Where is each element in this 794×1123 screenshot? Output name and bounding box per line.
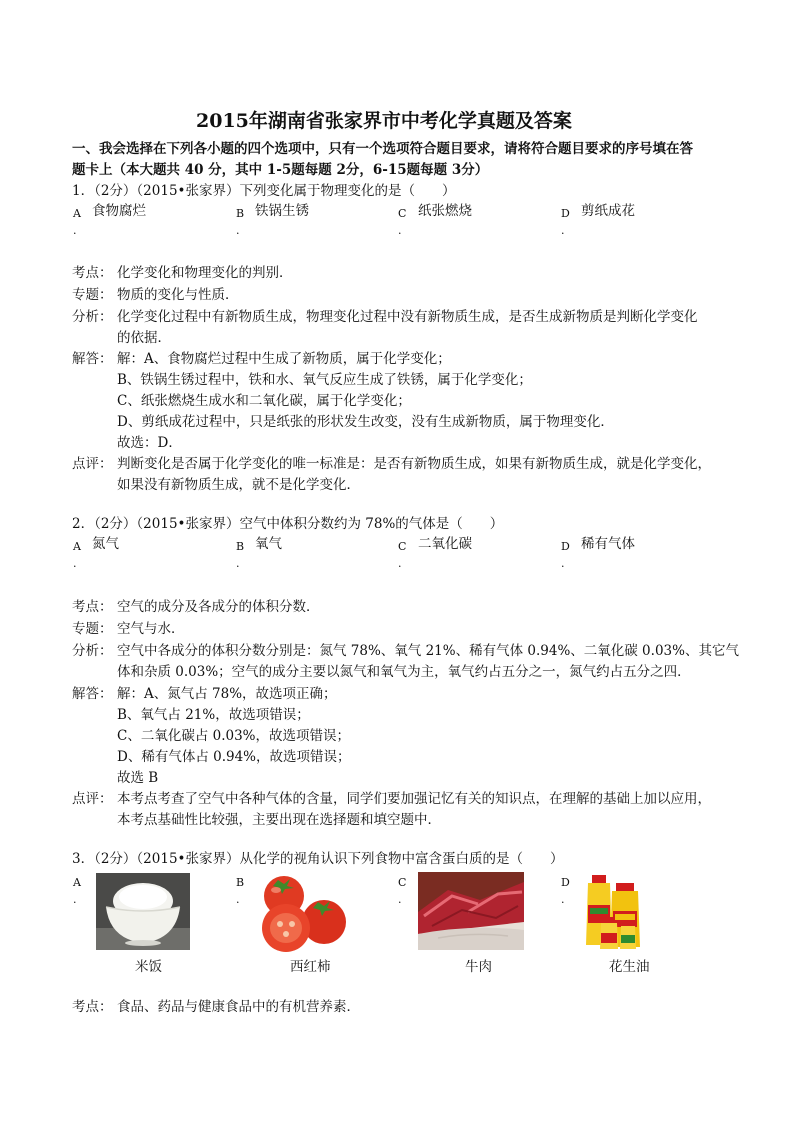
q1-dianping-line: 如果没有新物质生成，就不是化学变化． <box>117 477 360 493</box>
option-letter: A <box>73 876 81 889</box>
option-dot: . <box>561 893 565 906</box>
question-2-stem: 2．（2分）（2015•张家界）空气中体积分数约为 78%的气体是（ ） <box>72 516 504 532</box>
option-text: 稀有气体 <box>581 536 635 552</box>
option-dot: . <box>236 224 240 237</box>
q1-dianping-line: 判断变化是否属于化学变化的唯一标准是：是否有新物质生成，如果有新物质生成，就是化学变化， <box>117 456 711 472</box>
dianping-label: 点评： <box>72 456 113 472</box>
option-dot: . <box>73 224 77 237</box>
q1-fenxi-line: 的依据． <box>117 330 171 346</box>
option-text: 氮气 <box>92 536 119 552</box>
page-title: 2015年湖南省张家界市中考化学真题及答案 <box>196 110 572 132</box>
option-dot: . <box>561 224 565 237</box>
option-text: 西红柿 <box>290 959 331 975</box>
option-text: 铁锅生锈 <box>255 203 309 219</box>
option-dot: . <box>398 557 402 570</box>
q1-jieda-line: C、纸张燃烧生成水和二氧化碳，属于化学变化； <box>117 393 411 409</box>
option-dot: . <box>236 893 240 906</box>
q1-zhuanti: 物质的变化与性质． <box>117 287 239 303</box>
option-letter: C <box>398 876 407 889</box>
q1-jieda-line: B、铁锅生锈过程中，铁和水、氧气反应生成了铁锈，属于化学变化； <box>117 372 532 388</box>
zhuanti-label: 专题： <box>72 287 113 303</box>
option-letter: D <box>561 876 570 889</box>
kaodian-label: 考点： <box>72 265 113 281</box>
fenxi-label: 分析： <box>72 309 113 325</box>
option-letter: A <box>73 540 81 553</box>
q2-fenxi-line: 空气中各成分的体积分数分别是：氮气 78%、氧气 21%、稀有气体 0.94%、二氧化碳 0.03%、其它气 <box>117 643 739 659</box>
option-dot: . <box>73 893 77 906</box>
q1-kaodian: 化学变化和物理变化的判别． <box>117 265 293 281</box>
option-letter: B <box>236 207 245 220</box>
q2-jieda-line: C、二氧化碳占 0.03%，故选项错误； <box>117 728 351 744</box>
kaodian-label: 考点： <box>72 599 113 615</box>
peanut-oil-image <box>582 871 644 951</box>
q2-zhuanti: 空气与水． <box>117 621 185 637</box>
beef-image <box>418 872 524 950</box>
rice-bowl-image <box>96 873 190 950</box>
q1-fenxi-line: 化学变化过程中有新物质生成，物理变化过程中没有新物质生成，是否生成新物质是判断化学变化 <box>117 309 698 325</box>
option-letter: D <box>561 207 570 220</box>
q2-jieda-line: B、氧气占 21%，故选项错误； <box>117 707 310 723</box>
option-letter: B <box>236 540 245 553</box>
q1-jieda-line: 故选：D． <box>117 435 182 451</box>
zhuanti-label: 专题： <box>72 621 113 637</box>
q2-dianping-line: 本考点考查了空气中各种气体的含量，同学们要加强记忆有关的知识点，在理解的基础上加以应用， <box>117 791 711 807</box>
option-dot: . <box>398 224 402 237</box>
q2-fenxi-line: 体和杂质 0.03%；空气的成分主要以氮气和氧气为主，氧气约占五分之一，氮气约占五分之四． <box>117 664 691 680</box>
section-heading-line2: 题卡上（本大题共 40 分，其中 1-5题每题 2分，6-15题每题 3分） <box>72 162 489 178</box>
option-letter: C <box>398 207 407 220</box>
jieda-label: 解答： <box>72 686 113 702</box>
option-letter: A <box>73 207 81 220</box>
option-text: 食物腐烂 <box>92 203 146 219</box>
q2-jieda-line: D、稀有气体占 0.94%，故选项错误； <box>117 749 351 765</box>
fenxi-label: 分析： <box>72 643 113 659</box>
option-letter: B <box>236 876 245 889</box>
option-text: 剪纸成花 <box>581 203 635 219</box>
option-text: 米饭 <box>135 959 162 975</box>
tomato-image <box>256 872 350 952</box>
q2-jieda-line: 解：A、氮气占 78%，故选项正确； <box>117 686 337 702</box>
q2-kaodian: 空气的成分及各成分的体积分数． <box>117 599 320 615</box>
q2-dianping-line: 本考点基础性比较强，主要出现在选择题和填空题中． <box>117 812 441 828</box>
q2-jieda-line: 故选 B <box>117 770 159 786</box>
dianping-label: 点评： <box>72 791 113 807</box>
q1-jieda-line: D、剪纸成花过程中，只是纸张的形状发生改变，没有生成新物质，属于物理变化． <box>117 414 614 430</box>
option-dot: . <box>73 557 77 570</box>
question-3-stem: 3．（2分）（2015•张家界）从化学的视角认识下列食物中富含蛋白质的是（ ） <box>72 851 564 867</box>
option-dot: . <box>236 557 240 570</box>
q1-jieda-line: 解：A、食物腐烂过程中生成了新物质，属于化学变化； <box>117 351 451 367</box>
q3-kaodian: 食品、药品与健康食品中的有机营养素． <box>117 999 360 1015</box>
option-letter: D <box>561 540 570 553</box>
option-dot: . <box>561 557 565 570</box>
kaodian-label: 考点： <box>72 999 113 1015</box>
option-text: 牛肉 <box>465 959 492 975</box>
option-text: 纸张燃烧 <box>418 203 472 219</box>
option-dot: . <box>398 893 402 906</box>
option-text: 氧气 <box>255 536 282 552</box>
jieda-label: 解答： <box>72 351 113 367</box>
option-letter: C <box>398 540 407 553</box>
section-heading-line1: 一、我会选择在下列各小题的四个选项中，只有一个选项符合题目要求，请将符合题目要求的序号填在答 <box>72 141 693 157</box>
option-text: 二氧化碳 <box>418 536 472 552</box>
question-1-stem: 1．（2分）（2015•张家界）下列变化属于物理变化的是（ ） <box>72 183 456 199</box>
option-text: 花生油 <box>609 959 650 975</box>
